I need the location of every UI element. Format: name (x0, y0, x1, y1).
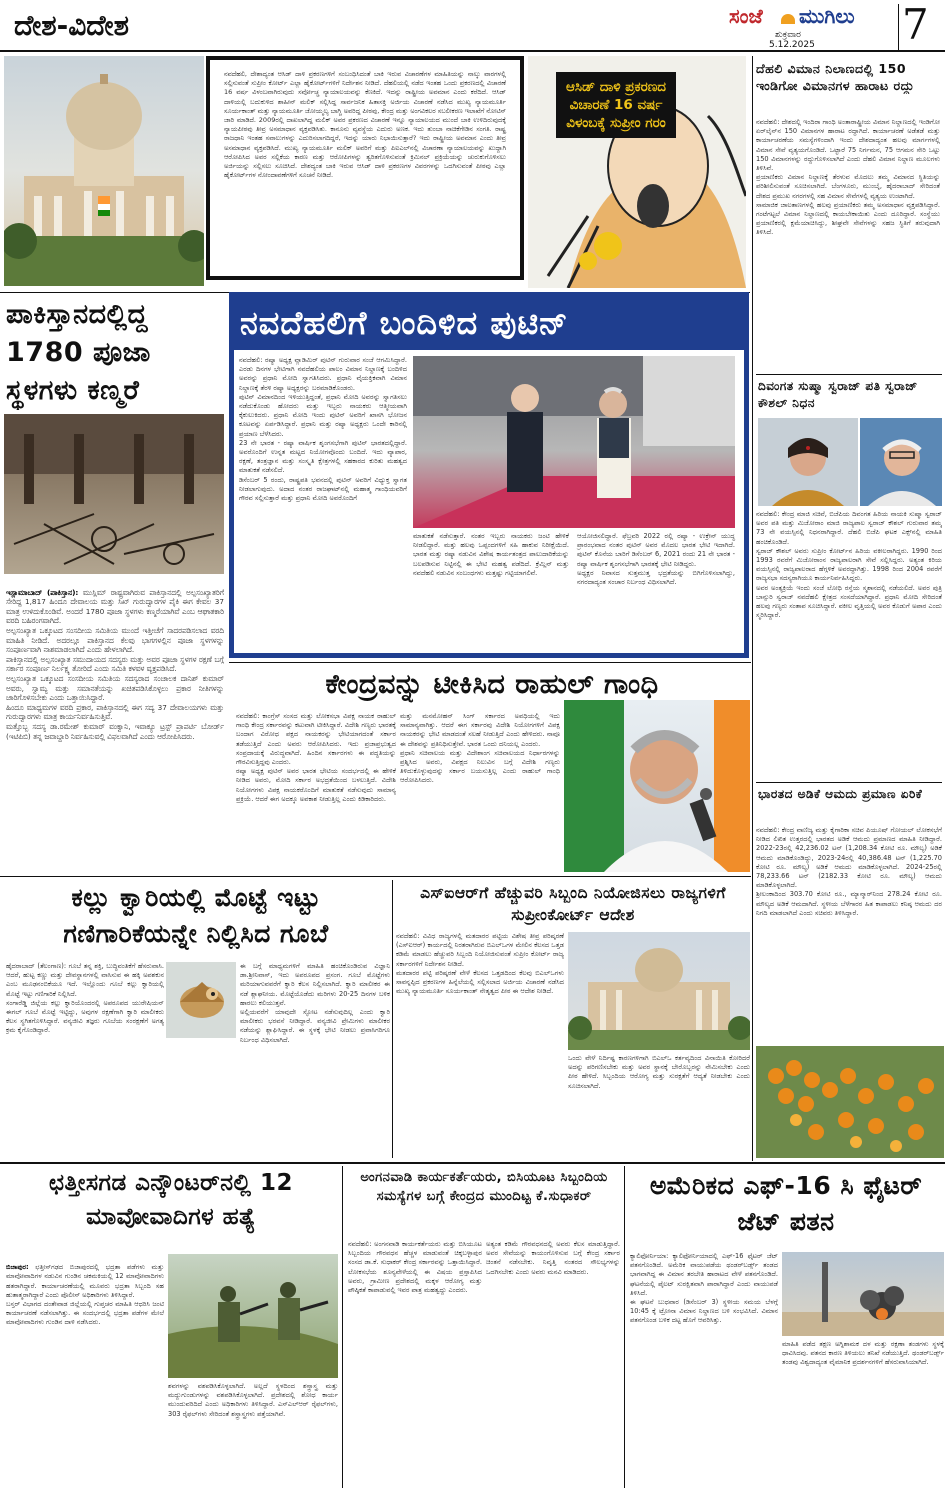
chhattisgarh-body2: ಶವಗಳನ್ನು ವಶಪಡಿಸಿಕೊಳ್ಳಲಾಗಿದೆ. ಅಲ್ಲದೆ ಸ್ಥಳದಿಂದ ಶಸ್ತ್ರಾಸ್ತ್ರ ಮತ್ತು ಮದ್ದುಗುಂಡುಗಳನ್ನು ವಶಪಡಿಸಿಕೊಳ್ಳಲಾಗಿದೆ. ಪ್ರದೇಶದಲ್ಲಿ ಶೋಧ ಕಾರ್ಯ ಮುಂದುವರಿದಿದೆ ಎಂದು ಅಧಿಕಾರಿಗಳು ತಿಳಿಸಿದ್ದಾರೆ. ಎಸ್‌ಎಲ್‌ಆರ್ ರೈಫಲ್‌ಗಳು, 303 ರೈಫಲ್‌ಗಳು ಸೇರಿದಂತೆ ಶಸ್ತ್ರಾಸ್ತ್ರಗಳು ಪತ್ತೆಯಾಗಿವೆ. (168, 1382, 338, 1418)
chhattisgarh-text: ಛತ್ತೀಸ್‌ಗಢದ ಬಿಜಾಪುರದಲ್ಲಿ ಭದ್ರತಾ ಪಡೆಗಳು ಮತ್ತು ಮಾವೋವಾದಿಗಳ ನಡುವಿನ ಗುಂಡಿನ ಚಕಮಕಿಯಲ್ಲಿ 12 ಮಾವೋವಾದಿಗಳು ಹತರಾಗಿದ್ದಾರೆ. ಕಾರ್ಯಾಚರಣೆಯಲ್ಲಿ ಮೂವರು ಭದ್ರತಾ ಸಿಬ್ಬಂದಿ ಸಹ ಹುತಾತ್ಮರಾಗಿದ್ದಾರೆ ಎಂದು ಪೊಲೀಸ್ ಅಧಿಕಾರಿಗಳು ತಿಳಿಸಿದ್ದಾರೆ. ಬಸ್ತರ್ ವಿಭಾಗದ ದಂತೇವಾಡ ಜಿಲ್ಲೆಯಲ್ಲಿ ಗುಪ್ತಚರ ಮಾಹಿತಿ ಆಧರಿಸಿ ಜಂಟಿ ಕಾರ್ಯಾಚರಣೆ ನಡೆಸಲಾಗಿತ್ತು. ಈ ಸಂದರ್ಭದಲ್ಲಿ ಭದ್ರತಾ ಪಡೆಗಳ ಮೇಲೆ ಮಾವೋವಾದಿಗಳು ಗುಂಡಿನ ದಾಳಿ ನಡೆಸಿದರು. (6, 1263, 164, 1327)
chhattisgarh-photo (168, 1254, 338, 1378)
jet-crash-smoke-illustration (782, 1252, 944, 1336)
putin-modi-photo (413, 356, 735, 528)
swaraj-kaushal-portrait (860, 418, 942, 506)
rahul-gandhi-portrait (564, 700, 750, 872)
sushma-swaraj-portrait (758, 418, 858, 506)
acid-headline: ಆಸಿಡ್ ದಾಳಿ ಪ್ರಕರಣದ ವಿಚಾರಣೆ 16 ವರ್ಷ ವಿಳಂಬಕ್ಕೆ ಸುಪ್ರೀಂ ಗರಂ (556, 72, 676, 138)
putin-col1: ನವದೆಹಲಿ: ರಷ್ಯಾ ಅಧ್ಯಕ್ಷ ವ್ಲಾಡಿಮಿರ್ ಪುಟಿನ್ ಗುರುವಾರ ಸಂಜೆ ಆಗಮಿಸಿದ್ದಾರೆ. ಎರಡು ದಿನಗಳ ಭೇಟಿಗಾಗಿ ನವದೆಹಲಿಯ ಪಾಲಂ ವಿಮಾನ ನಿಲ್ದಾಣಕ್ಕೆ ಬಂದಿಳಿದ ಅವರನ್ನು ಪ್ರಧಾನಿ ಮೋದಿ ಸ್ವಾಗತಿಸಿದರು. ಪ್ರಧಾನಿ ವೈಯಕ್ತಿಕವಾಗಿ ವಿಮಾನ ನಿಲ್ದಾಣಕ್ಕೆ ತೆರಳಿ ರಷ್ಯಾ ಅಧ್ಯಕ್ಷರನ್ನು ಬರಮಾಡಿಕೊಂಡರು. ಪುಟಿನ್ ವಿಮಾನದಿಂದ ಇಳಿಯುತ್ತಿದ್ದಂತೆ, ಪ್ರಧಾನಿ ಮೋದಿ ಅವರನ್ನು ಸ್ವಾಗತಿಸಲು ನಡೆದುಕೊಂಡು ಹೋದರು ಮತ್ತು ಇಬ್ಬರು ನಾಯಕರು ಆತ್ಮೀಯವಾಗಿ ಕೈಕುಲುಕಿದರು. ಪ್ರಧಾನಿ ಮೋದಿ ಇಂದು ಪುಟಿನ್ ಅವರಿಗೆ ಖಾಸಗಿ ಭೋಜನ ಕೂಟವನ್ನು ಏರ್ಪಡಿಸಿದ್ದಾರೆ. ಪ್ರಧಾನಿ ಮತ್ತು ರಷ್ಯಾ ಅಧ್ಯಕ್ಷರು ಒಂದೇ ಕಾರಿನಲ್ಲಿ ಪ್ರಯಾಣ ಬೆಳೆಸಿದರು. 23 ನೇ ಭಾರತ - ರಷ್ಯಾ ವಾರ್ಷಿಕ ಶೃಂಗಸಭೆಗಾಗಿ ಪುಟಿನ್ ಭಾರತದಲ್ಲಿದ್ದಾರೆ. ಅವರೊಂದಿಗೆ ಉನ್ನತ ಮಟ್ಟದ ನಿಯೋಗವೊಂದು ಬಂದಿದೆ. ಇದು ವ್ಯಾಪಾರ, ರಕ್ಷಣೆ, ತಂತ್ರಜ್ಞಾನ ಮತ್ತು ಸಂಸ್ಕೃತಿ ಕ್ಷೇತ್ರಗಳಲ್ಲಿ ಸಹಕಾರದ ಕುರಿತು ಮಹತ್ವದ ಮಾತುಕತೆ ನಡೆಸಲಿದೆ. ಡಿಸೆಂಬರ್ 5 ರಂದು, ರಾಷ್ಟ್ರಪತಿ ಭವನದಲ್ಲಿ ಪುಟಿನ್ ಅವರಿಗೆ ವಿಧ್ಯುಕ್ತ ಸ್ವಾಗತ ನೀಡಲಾಗುವುದು. ಅದಾದ ನಂತರ ರಾಜಘಾಟ್‌ನಲ್ಲಿ ಮಹಾತ್ಮ ಗಾಂಧಿಯವರಿಗೆ ಗೌರವ ಸಲ್ಲಿಸುತ್ತಾರೆ ಮತ್ತು ಪ್ರಧಾನಿ ಮೋದಿ ಅವರೊಂದಿಗೆ (239, 356, 407, 503)
supreme-court-illustration (4, 56, 204, 286)
rahul-photo (564, 700, 750, 872)
owl-photo (166, 962, 236, 1038)
pakistan-dateline: ಇಸ್ಲಾಮಾಬಾದ್ (ಪಾಕಿಸ್ತಾನ): (6, 587, 79, 597)
masthead-date: 5.12.2025 (769, 40, 815, 50)
arecanut-bunch-illustration (756, 1046, 944, 1158)
masthead-paper-right: ಮುಗಿಲು (799, 4, 855, 28)
owl-body2: ಈ ಬಗ್ಗೆ ಮಾಧ್ಯಮಗಳಿಗೆ ಮಾಹಿತಿ ಹಂಚಿಕೊಂಡಿರುವ ವಿಜ್ಞಾನಿ ಡಾ.ಶ್ರೀನಿವಾಸ್, ಇದು ಅಪರೂಪದ ಪ್ರಸಂಗ. ಗೂಬೆ ಮೊಟ್ಟೆಗಳು ಮರಿಯಾಗುವವರೆಗೆ ಕ್ವಾರಿ ಕೆಲಸ ನಿಲ್ಲಿಸಲಾಗಿದೆ. ಕ್ವಾರಿ ಮಾಲೀಕರ ಈ ನಡೆ ಶ್ಲಾಘನೀಯ. ಮೊಟ್ಟೆಯೊಡೆದು ಮರಿಗಳು 20-25 ದಿನಗಳ ಬಳಿಕ ಹಾರಲು ಕಲಿಯುತ್ತವೆ. ಅಲ್ಲಿಯವರೆಗೆ ಯಾವುದೇ ಸ್ಫೋಟ ನಡೆಸುವುದಿಲ್ಲ ಎಂದು ಕ್ವಾರಿ ಮಾಲೀಕರು ಭರವಸೆ ನೀಡಿದ್ದಾರೆ. ವನ್ಯಜೀವಿ ಪ್ರೇಮಿಗಳು ಮಾಲೀಕರ ನಡೆಯನ್ನು ಶ್ಲಾಘಿಸಿದ್ದಾರೆ. ಈ ಸ್ಥಳಕ್ಕೆ ಭೇಟಿ ನೀಡಲು ಪ್ರವಾಸಿಗರಿಗೂ ನಿರ್ಬಂಧ ವಿಧಿಸಲಾಗಿದೆ. (240, 962, 390, 1044)
owl-icon (166, 962, 236, 1038)
section-title: ದೇಶ-ವಿದೇಶ (14, 9, 129, 42)
rahul-body2: ಮತ್ತು ಮನಮೋಹನ್ ಸಿಂಗ್ ಸರ್ಕಾರದ ಅವಧಿಯಲ್ಲಿ ಇದು ಸಾಮಾನ್ಯವಾಗಿತ್ತು. ಆದರೆ ಈಗ ಸರ್ಕಾರವು ವಿದೇಶಿ ನಿಯೋಗಗಳಿಗೆ ವಿಪಕ್ಷ ನಾಯಕರನ್ನು ಭೇಟಿ ಮಾಡದಂತೆ ಸಲಹೆ ನೀಡುತ್ತಿದೆ ಎಂದು ಹೇಳಿದರು. ನಾವೂ ಈ ದೇಶವನ್ನು ಪ್ರತಿನಿಧಿಸುತ್ತೇವೆ. ಭಾರತ ಒಂದು ದನಿಯಲ್ಲ ಎಂದರು. ಪ್ರಧಾನಿ ಸಚಿವಾಲಯ ಮತ್ತು ವಿದೇಶಾಂಗ ಸಚಿವಾಲಯದ ನಿರ್ಧಾರಗಳನ್ನು ಪ್ರಶ್ನಿಸಿದ ಅವರು, ವಿಪಕ್ಷದ ನಿಲುವಿನ ಬಗ್ಗೆ ವಿದೇಶಿ ಗಣ್ಯರು ತಿಳಿದುಕೊಳ್ಳುವುದನ್ನು ಸರ್ಕಾರ ಬಯಸುತ್ತಿಲ್ಲ ಎಂದು ರಾಹುಲ್ ಗಾಂಧಿ ಆರೋಪಿಸಿದರು. (400, 712, 560, 785)
f16-body1: ಕ್ಯಾಲಿಫೋರ್ನಿಯಾ: ಕ್ಯಾಲಿಫೋರ್ನಿಯಾದಲ್ಲಿ ಎಫ್-16 ಫೈಟರ್ ಜೆಟ್ ಪತನಗೊಂಡಿದೆ. ಅಮೆರಿಕ ವಾಯುಪಡೆಯ ಥಂಡರ್‌ಬರ್ಡ್ಸ್ ತಂಡದ ಭಾಗವಾಗಿದ್ದ ಈ ವಿಮಾನ ತರಬೇತಿ ಹಾರಾಟದ ವೇಳೆ ಪತನಗೊಂಡಿದೆ. ಘಟನೆಯಲ್ಲಿ ಪೈಲಟ್ ಸುರಕ್ಷಿತವಾಗಿ ಪಾರಾಗಿದ್ದಾರೆ ಎಂದು ವಾಯುಪಡೆ ತಿಳಿಸಿದೆ. ಈ ಘಟನೆ ಬುಧವಾರ (ಡಿಸೆಂಬರ್ 3) ಸ್ಥಳೀಯ ಸಮಯ ಬೆಳಗ್ಗೆ 10:45 ಕ್ಕೆ ಟ್ರೋನಾ ವಿಮಾನ ನಿಲ್ದಾಣದ ಬಳಿ ಸಂಭವಿಸಿದೆ. ವಿಮಾನ ಪತನಗೊಂಡ ಬಳಿಕ ದಟ್ಟ ಹೊಗೆ ಆವರಿಸಿತ್ತು. (630, 1252, 778, 1325)
sir-headline: ಎಸ್‌ಐಆರ್‌ಗೆ ಹೆಚ್ಚುವರಿ ಸಿಬ್ಬಂದಿ ನಿಯೋಜಿಸಲು ರಾಜ್ಯಗಳಿಗೆ ಸುಪ್ರೀಂಕೋರ್ಟ್ ಆದೇಶ (420, 884, 726, 924)
ruined-temple-illustration (4, 414, 224, 574)
chhattisgarh-body1 (6, 1254, 164, 1486)
sir-body2: ಒಂದು ವೇಳೆ ನಿರ್ದಿಷ್ಟ ಕಾರಣಗಳಿಗಾಗಿ ಬಿಎಲ್‌ಒ ಕರ್ತವ್ಯದಿಂದ ವಿನಾಯಿತಿ ಕೋರಿದರೆ ಅದನ್ನು ಪರಿಗಣಿಸಬೇಕು ಮತ್ತು ಅವರ ಸ್ಥಾನಕ್ಕೆ ಬೇರೊಬ್ಬರನ್ನು ನೇಮಿಸಬೇಕು ಎಂದು ಪೀಠ ಹೇಳಿದೆ. ಸಿಬ್ಬಂದಿಯ ಆರೋಗ್ಯ ಮತ್ತು ಸುರಕ್ಷತೆಗೆ ಆದ್ಯತೆ ನೀಡಬೇಕು ಎಂದು ಸೂಚಿಸಲಾಗಿದೆ. (568, 1054, 750, 1090)
acid-body: ನವದೆಹಲಿ, ದೇಶಾದ್ಯಂತ ಆಸಿಡ್ ದಾಳಿ ಪ್ರಕರಣಗಳಿಗೆ ಸಂಬಂಧಿಸಿದಂತೆ ಬಾಕಿ ಇರುವ ವಿಚಾರಣೆಗಳ ಮಾಹಿತಿಯನ್ನು ನಾಲ್ಕು ವಾರಗಳಲ್ಲಿ ಸಲ್ಲಿಸುವಂತೆ ಸುಪ್ರೀಂ ಕೋರ್ಟ್ ಎಲ್ಲಾ ಹೈಕೋರ್ಟ್‌ಗಳಿಗೆ ನಿರ್ದೇಶನ ನೀಡಿದೆ. ದೆಹಲಿಯಲ್ಲಿ ನಡೆದ ಇಂತಹ ಒಂದು ಪ್ರಕರಣದಲ್ಲಿ ವಿಚಾರಣೆ 16 ವರ್ಷ ವಿಳಂಬವಾಗಿರುವುದು ಸರ್ವೋಚ್ಚ ನ್ಯಾಯಾಲಯವನ್ನು ಕೆಣಕಿದೆ. ಇದನ್ನು ರಾಷ್ಟ್ರೀಯ ಅವಮಾನ ಎಂದು ಕರೆದಿದೆ. ಆಸಿಡ್ ದಾಳಿಯಲ್ಲಿ ಬದುಕುಳಿದ ಶಾಹೀನ್ ಮಲಿಕ್ ಸಲ್ಲಿಸಿದ್ದ ಸಾರ್ವಜನಿಕ ಹಿತಾಸಕ್ತಿ ಅರ್ಜಿಯ ವಿಚಾರಣೆ ನಡೆಸಿದ ಮುಖ್ಯ ನ್ಯಾಯಮೂರ್ತಿ ಸೂರ್ಯಕಾಂತ್ ಮತ್ತು ನ್ಯಾಯಮೂರ್ತಿ ಜೋಯ್ಮಲ್ಯ ಬಾಗ್ಚಿ ಅವರಿದ್ದ ಪೀಠವು, ಕೇಂದ್ರ ಮತ್ತು ಅಂಗವಿಕಲರ ಸಬಲೀಕರಣ ಇಲಾಖೆಗೆ ನೋಟಿಸ್ ಜಾರಿ ಮಾಡಿದೆ. 2009ರಲ್ಲಿ ದಾಖಲಾಗಿದ್ದ ಮಲಿಕ್ ಅವರ ಪ್ರಕರಣದ ವಿಚಾರಣೆ ಇನ್ನೂ ನ್ಯಾಯಾಲಯದ ಮುಂದೆ ಬಾಕಿ ಉಳಿದಿರುವುದಕ್ಕೆ ನ್ಯಾಯಪೀಠವು ತೀವ್ರ ಅಸಮಾಧಾನ ವ್ಯಕ್ತಪಡಿಸಿತು. ಕಾನೂನು ವ್ಯವಸ್ಥೆಯ ಎದುರು ಅಣಕ. ಇದು ತುಂಬಾ ನಾಚಿಕೆಗೇಡಿನ ಸಂಗತಿ. ರಾಷ್ಟ್ರ ರಾಜಧಾನಿ ಇಂತಹ ಸವಾಲುಗಳನ್ನು ಎದುರಿಸಲಾಗದಿದ್ದರೆ, ಇದನ್ನು ಯಾರು ನಿಭಾಯಿಸುತ್ತಾರೆ? ಇದು ರಾಷ್ಟ್ರೀಯ ಅವಮಾನ ಎಂದು ತೀವ್ರ ಅಸಮಾಧಾನ ವ್ಯಕ್ತಪಡಿಸಿದೆ. ಮುಖ್ಯ ನ್ಯಾಯಮೂರ್ತಿ ಮಲಿಕ್ ಅವರಿಗೆ ಮತ್ತು ಪಿಐಎಲ್‌ನಲ್ಲಿ ವಿಚಾರಣಾ ನ್ಯಾಯಾಲಯವನ್ನು ಖುದ್ದಾಗಿ ಆರೋಪಿಸಿದ ಅವರ ಸಲ್ಲಿಕೆಯ ಕಾರಣ ಮತ್ತು ಆರೋಪಿಗಳನ್ನು ತ್ವರಿತಗೊಳಿಸುವಂತೆ ಕ್ರಿಮಿನಲ್ ಪ್ರಕ್ರಿಯೆಯನ್ನು ಚುರುಕುಗೊಳಿಸಲು ಅರ್ಜಿಯನ್ನು ಸಲ್ಲಿಸಲು ಸೂಚಿಸಿದೆ. ದೇಶದ್ಯಂತ ಬಾಕಿ ಇರುವ ಆಸಿಡ್ ದಾಳಿ ಪ್ರಕರಣಗಳ ವಿವರಗಳನ್ನು ಒದಗಿಸುವಂತೆ ಪೀಠವು ಎಲ್ಲಾ ಹೈಕೋರ್ಟ್‌ಗಳ ನೋಂದಾವಣೆಗಳಿಗೆ ಸೂಚನೆ ನೀಡಿದೆ. (210, 60, 520, 276)
swaraj-headline: ದಿವಂಗತ ಸುಷ್ಮಾ ಸ್ವರಾಜ್ ಪತಿ ಸ್ವರಾಜ್ ಕೌಶಲ್ ನಿಧನ (758, 379, 918, 410)
supreme-court-building-illustration (568, 932, 750, 1050)
acid-box (206, 56, 524, 280)
sun-icon (781, 14, 795, 24)
chhattisgarh-dateline: ಬಿಜಾಪುರ: (6, 1263, 29, 1272)
anganwadi-body2: ಅತ್ಯಂತ ಕಡಿಮೆ ಗೌರವಧನದಲ್ಲಿ ಅವರು ಕೆಲಸ ಮಾಡುತ್ತಿದ್ದಾರೆ. ಅವರ ಸೇವೆಯನ್ನು ಕಾಯಂಗೊಳಿಸುವ ಬಗ್ಗೆ ಕೇಂದ್ರ ಸರ್ಕಾರ ಚಿಂತನೆ ನಡೆಸಬೇಕು. ನಿವೃತ್ತಿ ನಂತರದ ಸೌಲಭ್ಯಗಳನ್ನು ಒದಗಿಸಬೇಕು ಎಂದು ಅವರು ಮನವಿ ಮಾಡಿದರು. (486, 1240, 620, 1276)
flights-body: ನವದೆಹಲಿ: ದೇಶದಲ್ಲಿ ಇಂದಿರಾ ಗಾಂಧಿ ಅಂತಾರಾಷ್ಟ್ರೀಯ ವಿಮಾನ ನಿಲ್ದಾಣದಲ್ಲಿ ಇಂಡಿಗೋ ಏರ್‌ಲೈನ್‌ನ 150 ವಿಮಾನಗಳ ಹಾರಾಟ ರದ್ದಾಗಿದೆ. ಕಾರ್ಯಾಚರಣೆ ಅಡೆತಡೆ ಮತ್ತು ಕಾರ್ಯಾಚರಣೆಯ ಸಮಸ್ಯೆಗಳಿಂದಾಗಿ ಇಂದು ದೇಶದಾದ್ಯಂತ ಹಲವು ಮಾರ್ಗಗಳಲ್ಲಿ ವಿಮಾನ ಸೇವೆ ವ್ಯತ್ಯಯಗೊಂಡಿದೆ. ಒಟ್ಟಾರೆ 75 ನಿರ್ಗಮನ, 75 ಆಗಮನ ಸೇರಿ ಒಟ್ಟು 150 ವಿಮಾನಗಳನ್ನು ರದ್ದುಗೊಳಿಸಲಾಗಿದೆ ಎಂದು ದೆಹಲಿ ವಿಮಾನ ನಿಲ್ದಾಣ ಮೂಲಗಳು ತಿಳಿಸಿವೆ. ಪ್ರಯಾಣಿಕರು ವಿಮಾನ ನಿಲ್ದಾಣಕ್ಕೆ ತೆರಳುವ ಮೊದಲು ತಮ್ಮ ವಿಮಾನದ ಸ್ಥಿತಿಯನ್ನು ಪರಿಶೀಲಿಸುವಂತೆ ಸೂಚಿಸಲಾಗಿದೆ. ಬೆಂಗಳೂರು, ಮುಂಬೈ, ಹೈದರಾಬಾದ್ ಸೇರಿದಂತೆ ದೇಶದ ಪ್ರಮುಖ ನಗರಗಳಲ್ಲಿ ಸಹ ವಿಮಾನ ಸೇವೆಗಳಲ್ಲಿ ವ್ಯತ್ಯಯ ಉಂಟಾಗಿದೆ. ಸಾಮಾಜಿಕ ಜಾಲತಾಣಗಳಲ್ಲಿ ಹಲವು ಪ್ರಯಾಣಿಕರು ತಮ್ಮ ಅಸಮಾಧಾನ ವ್ಯಕ್ತಪಡಿಸಿದ್ದಾರೆ. ಗಂಟೆಗಟ್ಟಲೆ ವಿಮಾನ ನಿಲ್ದಾಣದಲ್ಲಿ ಕಾಯಬೇಕಾಯಿತು ಎಂದು ದೂರಿದ್ದಾರೆ. ಸಂಸ್ಥೆಯು ಪ್ರಯಾಣಿಕರಲ್ಲಿ ಕ್ಷಮೆಯಾಚಿಸಿದ್ದು, ಶೀಘ್ರವೇ ಸೇವೆಗಳನ್ನು ಸಹಜ ಸ್ಥಿತಿಗೆ ತರುವುದಾಗಿ ತಿಳಿಸಿದೆ. (756, 118, 940, 237)
swaraj-photo-sushma (758, 418, 858, 506)
arecanut-headline: ಭಾರತದ ಅಡಿಕೆ ಆಮದು ಪ್ರಮಾಣ ಏರಿಕೆ (758, 787, 923, 801)
pakistan-text: ಮುಸ್ಲಿಮ್ ರಾಷ್ಟ್ರವಾಗಿರುವ ಪಾಕಿಸ್ತಾನದಲ್ಲಿ ಅಲ್ಪಸಂಖ್ಯಾತರಿಗೆ ಸೇರಿದ್ದ 1,817 ಹಿಂದೂ ದೇವಾಲಯ ಮತ್ತು ಸಿಖ್ ಗುರುದ್ವಾರಗಳ ಪೈಕಿ ಈಗ ಕೇವಲ 37 ಮಾತ್ರ ಉಳಿದುಕೊಂಡಿವೆ. ಅಂದರೆ 1780 ಪೂಜಾ ಸ್ಥಳಗಳು ಕಣ್ಮರೆಯಾಗಿವೆ ಎಂಬ ಆಘಾತಕಾರಿ ವರದಿ ಬಹಿರಂಗವಾಗಿದೆ. ಅಲ್ಪಸಂಖ್ಯಾತ ಒಕ್ಕೂಟದ ಸಂಸದೀಯ ಸಮಿತಿಯ ಮುಂದೆ ಇತ್ತೀಚೆಗೆ ಸಾದರಪಡಿಸಲಾದ ವರದಿ ಮಾಹಿತಿ ನೀಡಿದೆ. ಅದರಲ್ಲೂ ಪಾಕಿಸ್ತಾನದ ಕೆಲವು ಭಾಗಗಳಲ್ಲಿನ ಪೂಜಾ ಸ್ಥಳಗಳನ್ನು ಸಂಪೂರ್ಣವಾಗಿ ನಾಶಮಾಡಲಾಗಿದೆ ಎಂದು ಹೇಳಲಾಗಿದೆ. ಪಾಕಿಸ್ತಾನದಲ್ಲಿ ಅಲ್ಪಸಂಖ್ಯಾತ ಸಮುದಾಯದ ಸದಸ್ಯರು ಮತ್ತು ಅವರ ಪೂಜಾ ಸ್ಥಳಗಳ ರಕ್ಷಣೆ ಬಗ್ಗೆ ಸರ್ಕಾರ ಸಂಪೂರ್ಣ ನಿರ್ಲಕ್ಷ್ಯ ತೋರಿದೆ ಎಂದು ಸಮಿತಿ ಕಳವಳ ವ್ಯಕ್ತಪಡಿಸಿದೆ. ಅಲ್ಪಸಂಖ್ಯಾತ ಒಕ್ಕೂಟದ ಸಂಸದೀಯ ಸಮಿತಿಯ ಸದಸ್ಯರಾದ ಸಂಚಾಲಕ ದಾನಿಶ್ ಕುಮಾರ್ ಅವರು, ಸ್ವಾಮ್ಯ ಮತ್ತು ಸಮಾನತೆಯನ್ನು ಖಚಿತಪಡಿಸಿಕೊಳ್ಳಲು ಪ್ರಕಾರ ನೀತಿಗಳನ್ನು ಜಾರಿಗೊಳಿಸಬೇಕು ಎಂದು ಒತ್ತಾಯಿಸಿದ್ದಾರೆ. ಹಿಂದೂ ಮಾಧ್ಯಮಗಳ ವರದಿ ಪ್ರಕಾರ, ಪಾಕಿಸ್ತಾನದಲ್ಲಿ ಈಗ ಸದ್ಯ 37 ದೇವಾಲಯಗಳು ಮತ್ತು ಗುರುದ್ವಾರಗಳು ಮಾತ್ರ ಕಾರ್ಯನಿರ್ವಹಿಸುತ್ತಿವೆ. ಮತ್ತೊಬ್ಬ ಸದಸ್ಯ ಡಾ.ರಮೇಶ್ ಕುಮಾರ್ ವಂಕ್ವಾನಿ, ಇವಾಕ್ಯೂ ಟ್ರಸ್ಟ್ ಪ್ರಾಪರ್ಟಿ ಬೋರ್ಡ್ (ಇಟಿಪಿಬಿ) ತನ್ನ ಜವಾಬ್ದಾರಿ ನಿರ್ವಹಿಸುವಲ್ಲಿ ವಿಫಲವಾಗಿದೆ ಎಂದು ಆರೋಪಿಸಿದರು. (6, 587, 224, 741)
swaraj-body: ನವದೆಹಲಿ: ಕೇಂದ್ರ ಮಾಜಿ ಸಚಿವೆ, ಬಿಜೆಪಿಯ ದಿವಂಗತ ಹಿರಿಯ ನಾಯಕಿ ಸುಷ್ಮಾ ಸ್ವರಾಜ್ ಅವರ ಪತಿ ಮತ್ತು ಮಿಜೋರಾಂ ಮಾಜಿ ರಾಜ್ಯಪಾಲ ಸ್ವರಾಜ್ ಕೌಶಲ್ ಗುರುವಾರ ತಮ್ಮ 73 ನೇ ವಯಸ್ಸಿನಲ್ಲಿ ನಿಧನರಾಗಿದ್ದಾರೆ. ದೆಹಲಿ ಬಿಜೆಪಿ ಘಟಕ ಎಕ್ಸ್‌ನಲ್ಲಿ ಮಾಹಿತಿ ಹಂಚಿಕೊಂಡಿದೆ. ಸ್ವರಾಜ್ ಕೌಶಲ್ ಅವರು ಸುಪ್ರೀಂ ಕೋರ್ಟ್‌ನ ಹಿರಿಯ ವಕೀಲರಾಗಿದ್ದರು. 1990 ರಿಂದ 1993 ರವರೆಗೆ ಮಿಜೋರಾಂನ ರಾಜ್ಯಪಾಲರಾಗಿ ಸೇವೆ ಸಲ್ಲಿಸಿದ್ದರು. ಅತ್ಯಂತ ಕಿರಿಯ ವಯಸ್ಸಿನಲ್ಲಿ ರಾಜ್ಯಪಾಲರಾದ ಹೆಗ್ಗಳಿಕೆ ಅವರದ್ದಾಗಿತ್ತು. 1998 ರಿಂದ 2004 ರವರೆಗೆ ರಾಜ್ಯಸಭಾ ಸದಸ್ಯರಾಗಿಯೂ ಕಾರ್ಯನಿರ್ವಹಿಸಿದ್ದರು. ಅವರ ಅಂತ್ಯಕ್ರಿಯೆ ಇಂದು ಸಂಜೆ ಲೋಧಿ ರಸ್ತೆಯ ಸ್ಮಶಾನದಲ್ಲಿ ನಡೆಯಲಿದೆ. ಅವರ ಪುತ್ರಿ ಬಾನ್ಸುರಿ ಸ್ವರಾಜ್ ನವದೆಹಲಿ ಕ್ಷೇತ್ರದ ಸಂಸದೆಯಾಗಿದ್ದಾರೆ. ಪ್ರಧಾನಿ ಮೋದಿ ಸೇರಿದಂತೆ ಹಲವು ಗಣ್ಯರು ಸಂತಾಪ ಸೂಚಿಸಿದ್ದಾರೆ. ವಕೀಲ ವೃತ್ತಿಯಲ್ಲಿ ಅವರ ಕೊಡುಗೆ ಅಪಾರ ಎಂದು ಸ್ಮರಿಸಿದ್ದಾರೆ. (756, 510, 942, 620)
rahul-headline: ಕೇಂದ್ರವನ್ನು ಟೀಕಿಸಿದ ರಾಹುಲ್ ಗಾಂಧಿ (325, 669, 659, 700)
putin-col2: ಮಾತುಕತೆ ನಡೆಸುತ್ತಾರೆ. ನಂತರ ಇಬ್ಬರು ನಾಯಕರು ಜಂಟಿ ಹೇಳಿಕೆ ನೀಡಲಿದ್ದಾರೆ. ಮತ್ತು ಹಲವು ಒಪ್ಪಂದಗಳಿಗೆ ಸಹಿ ಹಾಕುವ ನಿರೀಕ್ಷೆಯಿದೆ. ಭಾರತ ಮತ್ತು ರಷ್ಯಾ ನಡುವಿನ ವಿಶೇಷ ಕಾರ್ಯತಂತ್ರದ ಪಾಲುದಾರಿಕೆಯನ್ನು ಬಲಪಡಿಸುವ ನಿಟ್ಟಿನಲ್ಲಿ ಈ ಭೇಟಿ ಮಹತ್ವ ಪಡೆದಿದೆ. ಕ್ರೆಮ್ಲಿನ್ ಮತ್ತು ನವದೆಹಲಿ ನಡುವಿನ ಸಂಬಂಧಗಳು ಮತ್ತಷ್ಟು ಗಟ್ಟಿಯಾಗಲಿವೆ. (413, 532, 569, 577)
owl-body1: ಹೈದರಾಬಾದ್ (ತೆಲಂಗಾಣ): ಗೂಬೆ ತನ್ನ ಶಕ್ತಿ, ಬುದ್ಧಿವಂತಿಕೆಗೆ ಹೆಸರುವಾಸಿ. ಆದರೆ, ಹುಟ್ಟ ಕಣ್ಣು ಮತ್ತು ದೇವಸ್ಥಾನಗಳಲ್ಲಿ ವಾಸಿಸುವ ಈ ಹಕ್ಕಿ ಅಪಶಕುನ ಎಂಬ ಮೂಢನಂಬಿಕೆಯೂ ಇದೆ. ಇಲ್ಲೊಂದು ಗೂಬೆ ಕಲ್ಲು ಕ್ವಾರಿಯಲ್ಲಿ ಮೊಟ್ಟೆ ಇಟ್ಟು ಗಣಿಗಾರಿಕೆ ನಿಲ್ಲಿಸಿದೆ. ಸಂಗಾರೆಡ್ಡಿ ಜಿಲ್ಲೆಯ ಕಲ್ಲು ಕ್ವಾರಿಯೊಂದರಲ್ಲಿ ಅಪರೂಪದ ಯುರೇಷಿಯನ್ ಈಗಲ್ ಗೂಬೆ ಮೊಟ್ಟೆ ಇಟ್ಟಿದ್ದು, ಅವುಗಳ ರಕ್ಷಣೆಗಾಗಿ ಕ್ವಾರಿ ಮಾಲೀಕರು ಕೆಲಸ ಸ್ಥಗಿತಗೊಳಿಸಿದ್ದಾರೆ. ವನ್ಯಜೀವಿ ತಜ್ಞರು ಗೂಬೆಯ ಸಂರಕ್ಷಣೆಗೆ ಅಗತ್ಯ ಕ್ರಮ ಕೈಗೊಂಡಿದ್ದಾರೆ. (6, 962, 164, 1035)
soldiers-illustration (168, 1254, 338, 1378)
putin-box (229, 292, 749, 658)
pakistan-photo (4, 414, 224, 574)
arecanut-body: ನವದೆಹಲಿ: ಕೇಂದ್ರ ವಾಣಿಜ್ಯ ಮತ್ತು ಕೈಗಾರಿಕಾ ಸಚಿವ ಪಿಯೂಷ್ ಗೋಯಲ್ ಲೋಕಸಭೆಗೆ ನೀಡಿದ ಲಿಖಿತ ಉತ್ತರದಲ್ಲಿ ಭಾರತದ ಅಡಿಕೆ ಆಮದು ಪ್ರಮಾಣದ ಮಾಹಿತಿ ನೀಡಿದ್ದಾರೆ. 2022-23ರಲ್ಲಿ 42,236.02 ಟನ್ (1,208.34 ಕೋಟಿ ರೂ. ಮೌಲ್ಯ) ಅಡಿಕೆ ಆಮದು ಮಾಡಿಕೊಂಡಿದ್ದು, 2023-24ರಲ್ಲಿ 40,386.48 ಟನ್ (1,225.70 ಕೋಟಿ ರೂ. ಮೌಲ್ಯ) ಅಡಿಕೆ ಆಮದು ಮಾಡಿಕೊಳ್ಳಲಾಗಿದೆ. 2024-25ರಲ್ಲಿ 78,233.66 ಟನ್ (2182.33 ಕೋಟಿ ರೂ. ಮೌಲ್ಯ) ಆಮದು ಮಾಡಿಕೊಳ್ಳಲಾಗಿದೆ. ಶ್ರೀಲಂಕಾದಿಂದ 303.70 ಕೋಟಿ ರೂ., ಮ್ಯಾನ್ಮಾರ್‌ನಿಂದ 278.24 ಕೋಟಿ ರೂ. ಮೌಲ್ಯದ ಅಡಿಕೆ ಆಮದಾಗಿದೆ. ಸ್ಥಳೀಯ ಬೆಳೆಗಾರರ ಹಿತ ಕಾಪಾಡಲು ಕನಿಷ್ಠ ಆಮದು ದರ ನಿಗದಿ ಮಾಡಲಾಗಿದೆ ಎಂದು ಸಚಿವರು ತಿಳಿಸಿದ್ದಾರೆ. (756, 826, 942, 917)
f16-body2: ಮಾಹಿತಿ ಪಡೆದ ತಕ್ಷಣ ಅಗ್ನಿಶಾಮಕ ದಳ ಮತ್ತು ರಕ್ಷಣಾ ತಂಡಗಳು ಸ್ಥಳಕ್ಕೆ ಧಾವಿಸಿದವು. ಪತನದ ಕಾರಣ ತಿಳಿಯಲು ತನಿಖೆ ನಡೆಯುತ್ತಿದೆ. ಥಂಡರ್‌ಬರ್ಡ್ಸ್ ತಂಡವು ವಿಶ್ವದಾದ್ಯಂತ ವೈಮಾನಿಕ ಪ್ರದರ್ಶನಗಳಿಗೆ ಹೆಸರುವಾಸಿಯಾಗಿದೆ. (782, 1340, 944, 1367)
putin-col3: ಆಯೋಜಿಸಲಿದ್ದಾರೆ. ಫೆಬ್ರವರಿ 2022 ರಲ್ಲಿ ರಷ್ಯಾ - ಉಕ್ರೇನ್ ಯುದ್ಧ ಪ್ರಾರಂಭವಾದ ನಂತರ ಪುಟಿನ್ ಅವರ ಮೊದಲ ಭಾರತ ಭೇಟಿ ಇದಾಗಿದೆ. ಪುಟಿನ್ ಕೊನೆಯ ಬಾರಿಗೆ ಡಿಸೆಂಬರ್ 6, 2021 ರಂದು 21 ನೇ ಭಾರತ - ರಷ್ಯಾ ವಾರ್ಷಿಕ ಶೃಂಗಸಭೆಗಾಗಿ ಭಾರತಕ್ಕೆ ಭೇಟಿ ನೀಡಿದ್ದರು. ಅಧ್ಯಕ್ಷರ ನಿವಾಸದ ಸುತ್ತಮುತ್ತ ಭದ್ರತೆಯನ್ನು ಬಿಗಿಗೊಳಿಸಲಾಗಿದ್ದು, ನಗರದಾದ್ಯಂತ ಸಂಚಾರ ನಿರ್ಬಂಧ ವಿಧಿಸಲಾಗಿದೆ. (577, 532, 735, 587)
masthead-paper-left: ಸಂಜೆ (729, 4, 763, 28)
flights-headline: ದೆಹಲಿ ವಿಮಾನ ನಿಲಾಣದಲ್ಲಿ 150 ಇಂಡಿಗೋ ವಿಮಾನಗಳ ಹಾರಾಟ ರದ್ದು (756, 61, 915, 93)
sir-photo (568, 932, 750, 1050)
f16-photo (782, 1252, 944, 1336)
pakistan-headline: ಪಾಕಿಸ್ತಾನದಲ್ಲಿದ್ದ 1780 ಪೂಜಾ ಸ್ಥಳಗಳು ಕಣ್ಮರೆ (6, 299, 151, 406)
anganwadi-body1: ನವದೆಹಲಿ: ಅಂಗನವಾಡಿ ಕಾರ್ಯಕರ್ತೆಯರು ಮತ್ತು ಬಿಸಿಯೂಟ ಸಿಬ್ಬಂದಿಯ ಗೌರವಧನ ಹೆಚ್ಚಳ ಮಾಡುವಂತೆ ಚಿಕ್ಕಬಳ್ಳಾಪುರ ಸಂಸದ ಡಾ.ಕೆ. ಸುಧಾಕರ್ ಕೇಂದ್ರ ಸರ್ಕಾರವನ್ನು ಒತ್ತಾಯಿಸಿದ್ದಾರೆ. ಲೋಕಸಭೆಯ ಶೂನ್ಯವೇಳೆಯಲ್ಲಿ ಈ ವಿಷಯ ಪ್ರಸ್ತಾಪಿಸಿದ ಅವರು, ಗ್ರಾಮೀಣ ಪ್ರದೇಶದಲ್ಲಿ ಮಕ್ಕಳ ಆರೋಗ್ಯ ಮತ್ತು ಪೌಷ್ಠಿಕತೆ ಕಾಪಾಡುವಲ್ಲಿ ಇವರ ಪಾತ್ರ ಮಹತ್ವದ್ದು ಎಂದರು. (348, 1240, 482, 1295)
arecanut-photo (756, 1046, 944, 1158)
sir-body1: ನವದೆಹಲಿ: ವಿವಿಧ ರಾಜ್ಯಗಳಲ್ಲಿ ಮತದಾರರ ಪಟ್ಟಿಯ ವಿಶೇಷ ತೀವ್ರ ಪರಿಷ್ಕರಣೆ (ಎಸ್‌ಐಆರ್) ಕಾರ್ಯದಲ್ಲಿ ನಿರತರಾಗಿರುವ ಬಿಎಲ್‌ಒಗಳ ಮೇಲಿನ ಕೆಲಸದ ಒತ್ತಡ ಕಡಿಮೆ ಮಾಡಲು ಹೆಚ್ಚುವರಿ ಸಿಬ್ಬಂದಿ ನಿಯೋಜಿಸುವಂತೆ ಸುಪ್ರೀಂ ಕೋರ್ಟ್ ರಾಜ್ಯ ಸರ್ಕಾರಗಳಿಗೆ ನಿರ್ದೇಶನ ನೀಡಿದೆ. ಮತದಾರರ ಪಟ್ಟಿ ಪರಿಷ್ಕರಣೆ ವೇಳೆ ಕೆಲಸದ ಒತ್ತಡದಿಂದ ಕೆಲವು ಬಿಎಲ್‌ಒಗಳು ಸಾವನ್ನಪ್ಪಿದ ಪ್ರಕರಣಗಳ ಹಿನ್ನೆಲೆಯಲ್ಲಿ ಸಲ್ಲಿಸಲಾದ ಅರ್ಜಿಯ ವಿಚಾರಣೆ ನಡೆಸಿದ ಮುಖ್ಯ ನ್ಯಾಯಮೂರ್ತಿ ಸೂರ್ಯಕಾಂತ್ ನೇತೃತ್ವದ ಪೀಠ ಈ ಆದೇಶ ನೀಡಿದೆ. (396, 932, 564, 996)
f16-headline: ಅಮೆರಿಕದ ಎಫ್-16 ಸಿ ಫೈಟರ್ ಜೆಟ್ ಪತನ (649, 1171, 923, 1236)
putin-modi-illustration (413, 356, 735, 528)
owl-headline: ಕಲ್ಲು ಕ್ವಾರಿಯಲ್ಲಿ ಮೊಟ್ಟೆ ಇಟ್ಟು ಗಣಿಗಾರಿಕೆಯನ್ನೇ ನಿಲ್ಲಿಸಿದ ಗೂಬೆ (63, 883, 329, 948)
swaraj-photo-kaushal (860, 418, 942, 506)
pakistan-body (6, 578, 224, 868)
putin-headline: ನವದೆಹಲಿಗೆ ಬಂದಿಳಿದ ಪುಟಿನ್ (240, 304, 569, 342)
page-number: 7 (902, 0, 929, 49)
masthead-day: ಶುಕ್ರವಾರ (775, 30, 801, 40)
chhattisgarh-headline: ಛತ್ತೀಸಗಡ ಎನ್ಕೌಂಟರ್‌ನಲ್ಲಿ 12 ಮಾವೋವಾದಿಗಳ ಹತ್ಯೆ (49, 1170, 293, 1230)
supreme-court-photo (4, 56, 204, 286)
anganwadi-headline: ಅಂಗನವಾಡಿ ಕಾರ್ಯಕರ್ತೆಯರು, ಬಿಸಿಯೂಟ ಸಿಬ್ಬಂದಿಯ ಸಮಸ್ಯೆಗಳ ಬಗ್ಗೆ ಕೇಂದ್ರದ ಮುಂದಿಟ್ಟ ಕೆ.ಸುಧಾಕರ್ (360, 1170, 608, 1204)
masthead-logo (729, 4, 897, 50)
rahul-body1: ನವದೆಹಲಿ: ಕಾಂಗ್ರೆಸ್ ಸಂಸದ ಮತ್ತು ಲೋಕಸಭಾ ವಿಪಕ್ಷ ನಾಯಕ ರಾಹುಲ್ ಗಾಂಧಿ ಕೇಂದ್ರ ಸರ್ಕಾರವನ್ನು ಕಟುವಾಗಿ ಟೀಕಿಸಿದ್ದಾರೆ. ವಿದೇಶಿ ಗಣ್ಯರು ಭಾರತಕ್ಕೆ ಬಂದಾಗ ವಿರೋಧ ಪಕ್ಷದ ನಾಯಕರನ್ನು ಭೇಟಿಯಾಗದಂತೆ ಸರ್ಕಾರ ತಡೆಯುತ್ತಿದೆ ಎಂದು ಅವರು ಆರೋಪಿಸಿದರು. ಇದು ಪ್ರಜಾಪ್ರಭುತ್ವದ ಸಂಪ್ರದಾಯಕ್ಕೆ ವಿರುದ್ಧವಾಗಿದೆ. ಹಿಂದಿನ ಸರ್ಕಾರಗಳು ಈ ಪದ್ಧತಿಯನ್ನು ಗೌರವಿಸುತ್ತಿದ್ದವು ಎಂದರು. ರಷ್ಯಾ ಅಧ್ಯಕ್ಷ ಪುಟಿನ್ ಅವರ ಭಾರತ ಭೇಟಿಯ ಸಂದರ್ಭದಲ್ಲಿ ಈ ಹೇಳಿಕೆ ನೀಡಿದ ಅವರು, ಮೋದಿ ಸರ್ಕಾರ ಅಭದ್ರತೆಯಿಂದ ಬಳಲುತ್ತಿದೆ. ವಿದೇಶಿ ನಿಯೋಗಗಳು ವಿಪಕ್ಷ ನಾಯಕರೊಂದಿಗೆ ಮಾತುಕತೆ ನಡೆಸುವುದು ಸಾಮಾನ್ಯ ಪ್ರಕ್ರಿಯೆ. ಆದರೆ ಈಗ ಅದಕ್ಕೂ ಅವಕಾಶ ನೀಡುತ್ತಿಲ್ಲ ಎಂದು ಕಿಡಿಕಾರಿದರು. (236, 712, 396, 803)
